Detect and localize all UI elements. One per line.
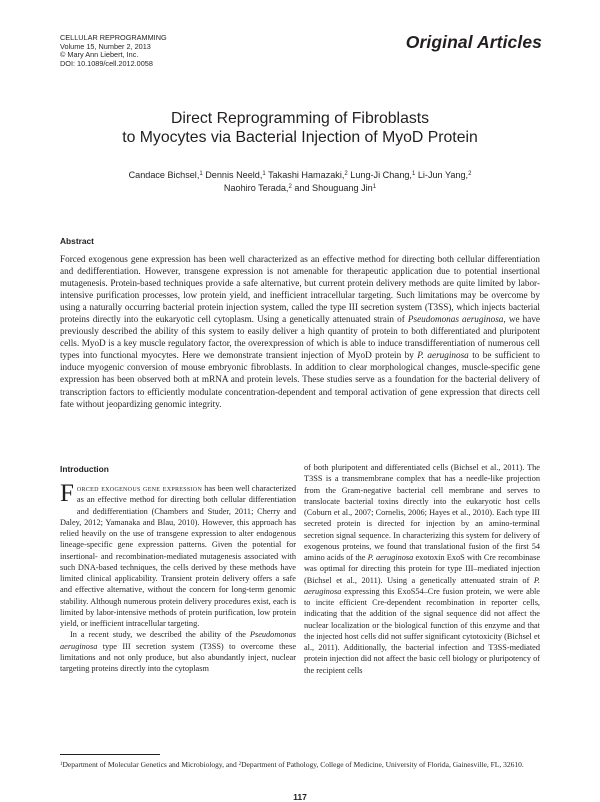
species-name: P. aeruginosa xyxy=(304,575,540,596)
journal-name: CELLULAR REPROGRAMMING xyxy=(60,33,167,42)
author-name: Dennis Neeld, xyxy=(205,170,263,180)
author-affiliation: 1 xyxy=(199,171,203,177)
paragraph-text: has been well characterized as an effective method for directing both cellular differentiation and dedifferentiation (Chambers and Studer, 2011; Cherry and Daley, 2012; Yamanaka and Blau, 2010). However, this approach has relied heavily on the use of transgene expression to alter endogenous lineage-specific gene expression patterns. Given the potential for insertional- and recombination-mediated mutagenesis associated with such DNA-based techniques, the cells derived by these methods have limited clinical applicability. Transient protein delivery offers a safe and effective alternative, without the concern for long-term genomic stability. Although numerous protein delivery procedures exist, each is limited by labor-intensive methods of protein purification, low protein yield, or inefficient intracellular targeting. xyxy=(60,484,297,628)
introduction-heading: Introduction xyxy=(60,464,109,474)
author-affiliation: 2 xyxy=(468,171,472,177)
article-title xyxy=(60,109,540,147)
journal-copyright: © Mary Ann Liebert, Inc. xyxy=(60,50,139,60)
footnote-marker: 2 xyxy=(238,762,242,767)
footnote-text: Department of Pathology, College of Medicine, University of Florida, Gainesville, FL, 32610. xyxy=(241,760,524,769)
title-line: Direct Reprogramming of Fibroblasts xyxy=(170,110,430,127)
author-affiliation: 1 xyxy=(411,171,416,177)
author-line xyxy=(60,169,540,182)
author-name: and Shouguang Jin xyxy=(294,182,373,193)
species-name: P. aeruginosa xyxy=(417,350,469,361)
footnote-divider xyxy=(60,754,160,755)
journal-info xyxy=(60,34,280,68)
footnote-marker: 1 xyxy=(60,762,63,767)
abstract-text-part: to be sufficient to induce myogenic conversion of mouse embryonic fibroblasts. In addition to clear morphological changes, muscle-specific gene expression has been observed both at mRNA and protein levels. These studies serve as a foundation for the bacterial delivery of transcription factors to efficiently modulate concentration-dependent and temporal activation of gene expression that directs cell fate without jeopardizing genomic integrity. xyxy=(60,350,540,409)
author-affiliation: 2 xyxy=(344,171,348,177)
author-affiliation: 1 xyxy=(262,171,266,177)
body-column-right xyxy=(304,462,540,676)
body-column-left xyxy=(60,480,297,674)
paragraph-text: In a recent study, we described the ability of the xyxy=(70,630,250,640)
abstract-text-part: , we have previously described the ability of this system to easily deliver a high quantity of protein to both differentiated and pluripotent cells. MyoD is a key muscle regulatory factor, the overexpression of which is able to induce transdifferentiation of numerous cell types into functional myocytes. Here we demonstrate transient injection of MyoD protein by xyxy=(60,314,540,361)
journal-doi: DOI: 10.1089/cell.2012.0058 xyxy=(60,58,153,68)
intro-paragraph xyxy=(60,480,297,629)
section-label: Original Articles xyxy=(405,32,542,52)
affiliation-footnote xyxy=(60,760,540,769)
intro-paragraph-continued xyxy=(304,462,540,676)
author-name: Candace Bichsel, xyxy=(128,170,200,180)
abstract-text-part: Forced exogenous gene expression has been well characterized as an effective method for directing both cellular differentiation and dedifferentiation. However, transgene expression is not amenable for therapeutic application due to potential insertional mutagenesis. Protein-based techniques provide a safe alternative, but current protein delivery methods are quite limited by labor-intensive purification processes, low protein yield, and inefficient intracellular targeting. Such limitations may be overcome by using a naturally occurring bacterial protein injection system, called the type III secretion system (T3SS), which injects bacterial proteins directly into the eukaryotic cell cytoplasm. Using a genetically attenuated strain of xyxy=(60,254,540,325)
paragraph-text: of both pluripotent and differentiated cells (Bichsel et al., 2011). The T3SS is a transmembrane complex that has a needle-like projection from the Gram-negative bacterial cell membrane and serves to translocate bacterial toxins directly into the eukaryotic host cells (Coburn et al., 2007; Cornelis, 2006; Hayes et al., 2010). Each type III secreted protein is directed for injection by an amino-terminal secretion signal sequence. In characterizing this system for delivery of exogenous proteins, we found that translational fusion of the first 54 amino acids of the xyxy=(304,463,540,562)
author-line xyxy=(60,182,540,195)
abstract-heading: Abstract xyxy=(60,236,94,246)
paragraph-text: type III secretion system (T3SS) to overcome these limitations and not only produce, but also abundantly inject, nuclear targeting proteins directly into the cytoplasm xyxy=(60,641,296,673)
title-line: to Myocytes via Bacterial Injection of MyoD Protein xyxy=(122,129,478,146)
abstract-body xyxy=(60,253,540,410)
footnote-text: Department of Molecular Genetics and Microbiology, and xyxy=(62,760,239,769)
author-name: Naohiro Terada, xyxy=(223,182,289,193)
page-number: 117 xyxy=(293,792,307,802)
author-name: Li-Jun Yang, xyxy=(417,170,469,180)
intro-paragraph xyxy=(60,629,296,674)
author-affiliation: 1 xyxy=(372,183,377,190)
species-name: Pseudomonas aeruginosa xyxy=(407,314,504,325)
species-name: P. aeruginosa xyxy=(367,553,414,562)
author-name: Lung-Ji Chang, xyxy=(350,170,412,180)
paragraph-text: exotoxin ExoS with Cre recombinase was optimal for directing this protein for type III–mediated injection (Bichsel et al., 2011). Using a genetically attenuated strain of xyxy=(304,553,541,585)
lead-in-text: orced exogenous gene expression xyxy=(76,484,203,493)
paragraph-text: expressing this ExoS54–Cre fusion protein, we were able to incite efficient Cre-dependent recombination in reporter cells, indicating that the addition of the signal sequence did not affect the nuclear localization or the biological function of this enzyme and that the injected host cells did not suffer significant cytotoxicity (Bichsel et al., 2011). Additionally, the bacterial infection and T3SS-mediated protein injection did not affect the basic cell biology or pluripotency of the recipient cells xyxy=(304,586,540,675)
species-name: Pseudomonas aeruginosa xyxy=(60,630,296,651)
drop-cap: F xyxy=(60,480,74,507)
author-list xyxy=(60,169,540,194)
journal-volume: Volume 15, Number 2, 2013 xyxy=(60,41,151,51)
author-name: Takashi Hamazaki, xyxy=(268,170,345,180)
author-affiliation: 2 xyxy=(288,183,292,190)
